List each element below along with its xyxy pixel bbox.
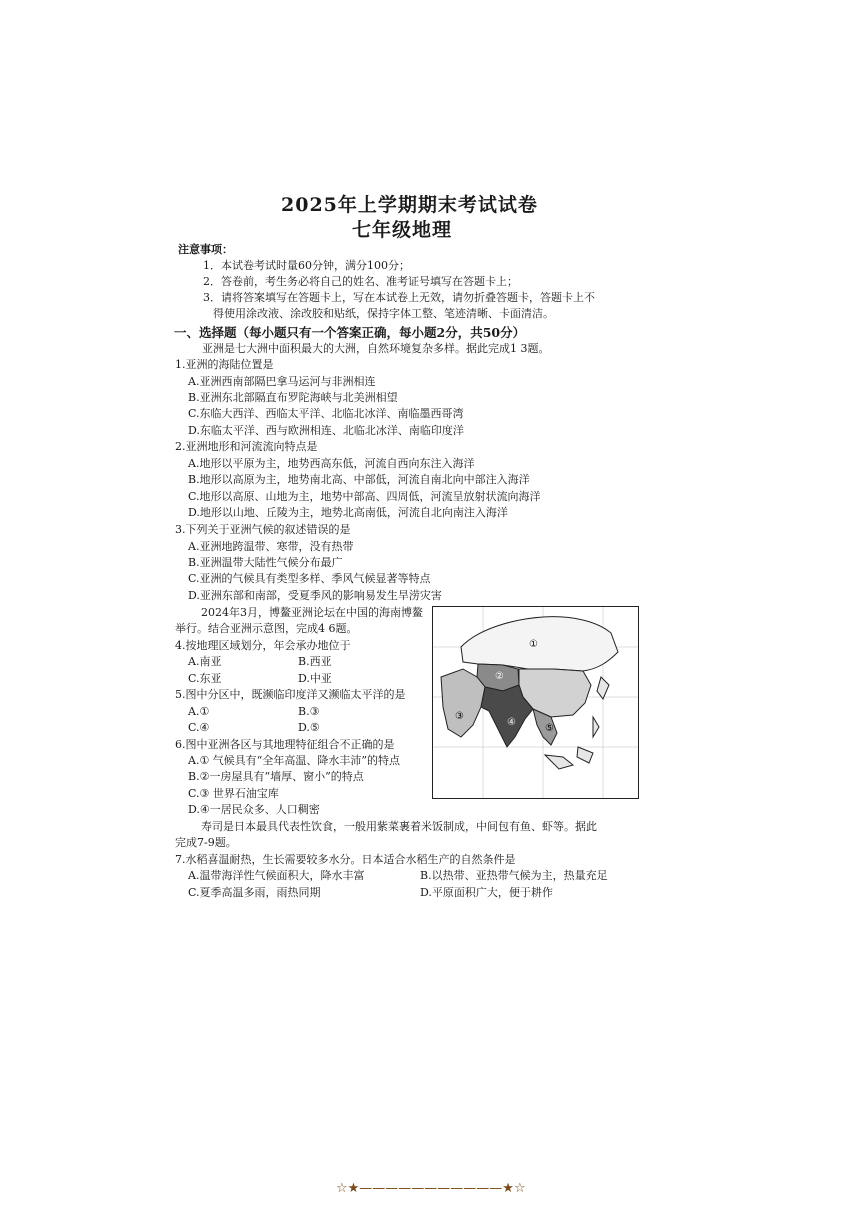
question-option: B.②一房屋具有“墙厚、窗小”的特点	[188, 770, 364, 783]
material-text: 举行。结合亚洲示意图，完成4 6题。	[175, 622, 358, 635]
map-label-5: ⑤	[545, 723, 554, 734]
map-label-4: ④	[507, 717, 516, 728]
question-option: C.地形以高原、山地为主，地势中部高、四周低，河流呈放射状流向海洋	[188, 490, 541, 503]
question-stem: 1.亚洲的海陆位置是	[175, 358, 274, 371]
asia-map	[432, 606, 639, 799]
question-stem: 6.图中亚洲各区与其地理特征组合不正确的是	[175, 738, 395, 751]
question-stem: 3.下列关于亚洲气候的叙述错误的是	[175, 523, 351, 536]
question-option: A.亚洲西南部隔巴拿马运河与非洲相连	[188, 375, 376, 388]
question-option: B.西亚	[298, 655, 332, 668]
map-label-2: ②	[495, 671, 504, 682]
question-stem: 4.按地理区域划分，年会承办地位于	[175, 639, 351, 652]
question-option: D.亚洲东部和南部，受夏季风的影响易发生旱涝灾害	[188, 589, 442, 602]
section-intro: 亚洲是七大洲中面积最大的大洲，自然环境复杂多样。据此完成1 3题。	[202, 342, 550, 355]
map-region-west	[441, 669, 485, 737]
question-option: D.地形以山地、丘陵为主，地势北高南低，河流自北向南注入海洋	[188, 506, 508, 519]
question-option: C.夏季高温多雨，雨热同期	[188, 886, 321, 899]
question-option: D.平原面积广大，便于耕作	[420, 886, 553, 899]
notice-item: 3．请将答案填写在答题卡上，写在本试卷上无效，请勿折叠答题卡，答题卡上不	[203, 291, 595, 304]
notice-item: 得使用涂改液、涂改胶和贴纸，保持字体工整、笔迹清晰、卡面清洁。	[213, 307, 554, 320]
question-option: D.④一居民众多、人口稠密	[188, 803, 320, 816]
question-option: D.⑤	[298, 721, 320, 734]
question-option: B.以热带、亚热带气候为主，热量充足	[420, 869, 608, 882]
question-option: C.④	[188, 721, 210, 734]
page-footer: ☆★———————————★☆	[336, 1181, 526, 1196]
notice-heading: 注意事项：	[178, 243, 233, 256]
question-option: C.亚洲的气候具有类型多样、季风气候显著等特点	[188, 572, 431, 585]
question-option: A.南亚	[188, 655, 222, 668]
question-option: A.①	[188, 705, 210, 718]
asia-map-svg	[433, 607, 638, 798]
question-stem: 7.水稻喜温耐热，生长需要较多水分。日本适合水稻生产的自然条件是	[175, 853, 516, 866]
question-option: C.东亚	[188, 672, 222, 685]
question-option: C.③ 世界石油宝库	[188, 787, 279, 800]
question-option: B.地形以高原为主，地势南北高、中部低，河流自南北向中部注入海洋	[188, 473, 530, 486]
question-option: D.中亚	[298, 672, 332, 685]
question-option: A.① 气候具有“全年高温、降水丰沛”的特点	[188, 754, 401, 767]
question-option: B.③	[298, 705, 320, 718]
question-option: B.亚洲温带大陆性气候分布最广	[188, 556, 343, 569]
question-option: A.亚洲地跨温带、寒带，没有热带	[188, 540, 354, 553]
notice-item: 1．本试卷考试时量60分钟，满分100分；	[203, 259, 410, 272]
question-stem: 2.亚洲地形和河流流向特点是	[175, 440, 318, 453]
question-option: B.亚洲东北部隔直布罗陀海峡与北美洲相望	[188, 391, 398, 404]
section-heading: 一、选择题（每小题只有一个答案正确，每小题2分，共50分）	[174, 325, 526, 340]
map-label-3: ③	[455, 711, 464, 722]
map-label-1: ①	[529, 639, 538, 650]
map-region-north	[461, 617, 618, 671]
material-text: 完成7-9题。	[175, 836, 237, 849]
question-option: A.温带海洋性气候面积大，降水丰富	[188, 869, 365, 882]
question-stem: 5.图中分区中，既濒临印度洋又濒临太平洋的是	[175, 688, 406, 701]
question-option: D.东临太平洋、西与欧洲相连、北临北冰洋、南临印度洋	[188, 424, 464, 437]
material-text: 寿司是日本最具代表性饮食，一般用紫菜裹着米饭制成，中间包有鱼、虾等。据此	[201, 820, 597, 833]
page-title: 2025年上学期期末考试试卷	[281, 194, 538, 216]
notice-item: 2．答卷前，考生务必将自己的姓名、准考证号填写在答题卡上；	[203, 275, 518, 288]
page-subtitle: 七年级地理	[352, 219, 453, 241]
question-option: C.东临大西洋、西临太平洋、北临北冰洋、南临墨西哥湾	[188, 407, 464, 420]
material-text: 2024年3月，博鳌亚洲论坛在中国的海南博鳌	[201, 606, 423, 619]
question-option: A.地形以平原为主，地势西高东低，河流自西向东注入海洋	[188, 457, 475, 470]
